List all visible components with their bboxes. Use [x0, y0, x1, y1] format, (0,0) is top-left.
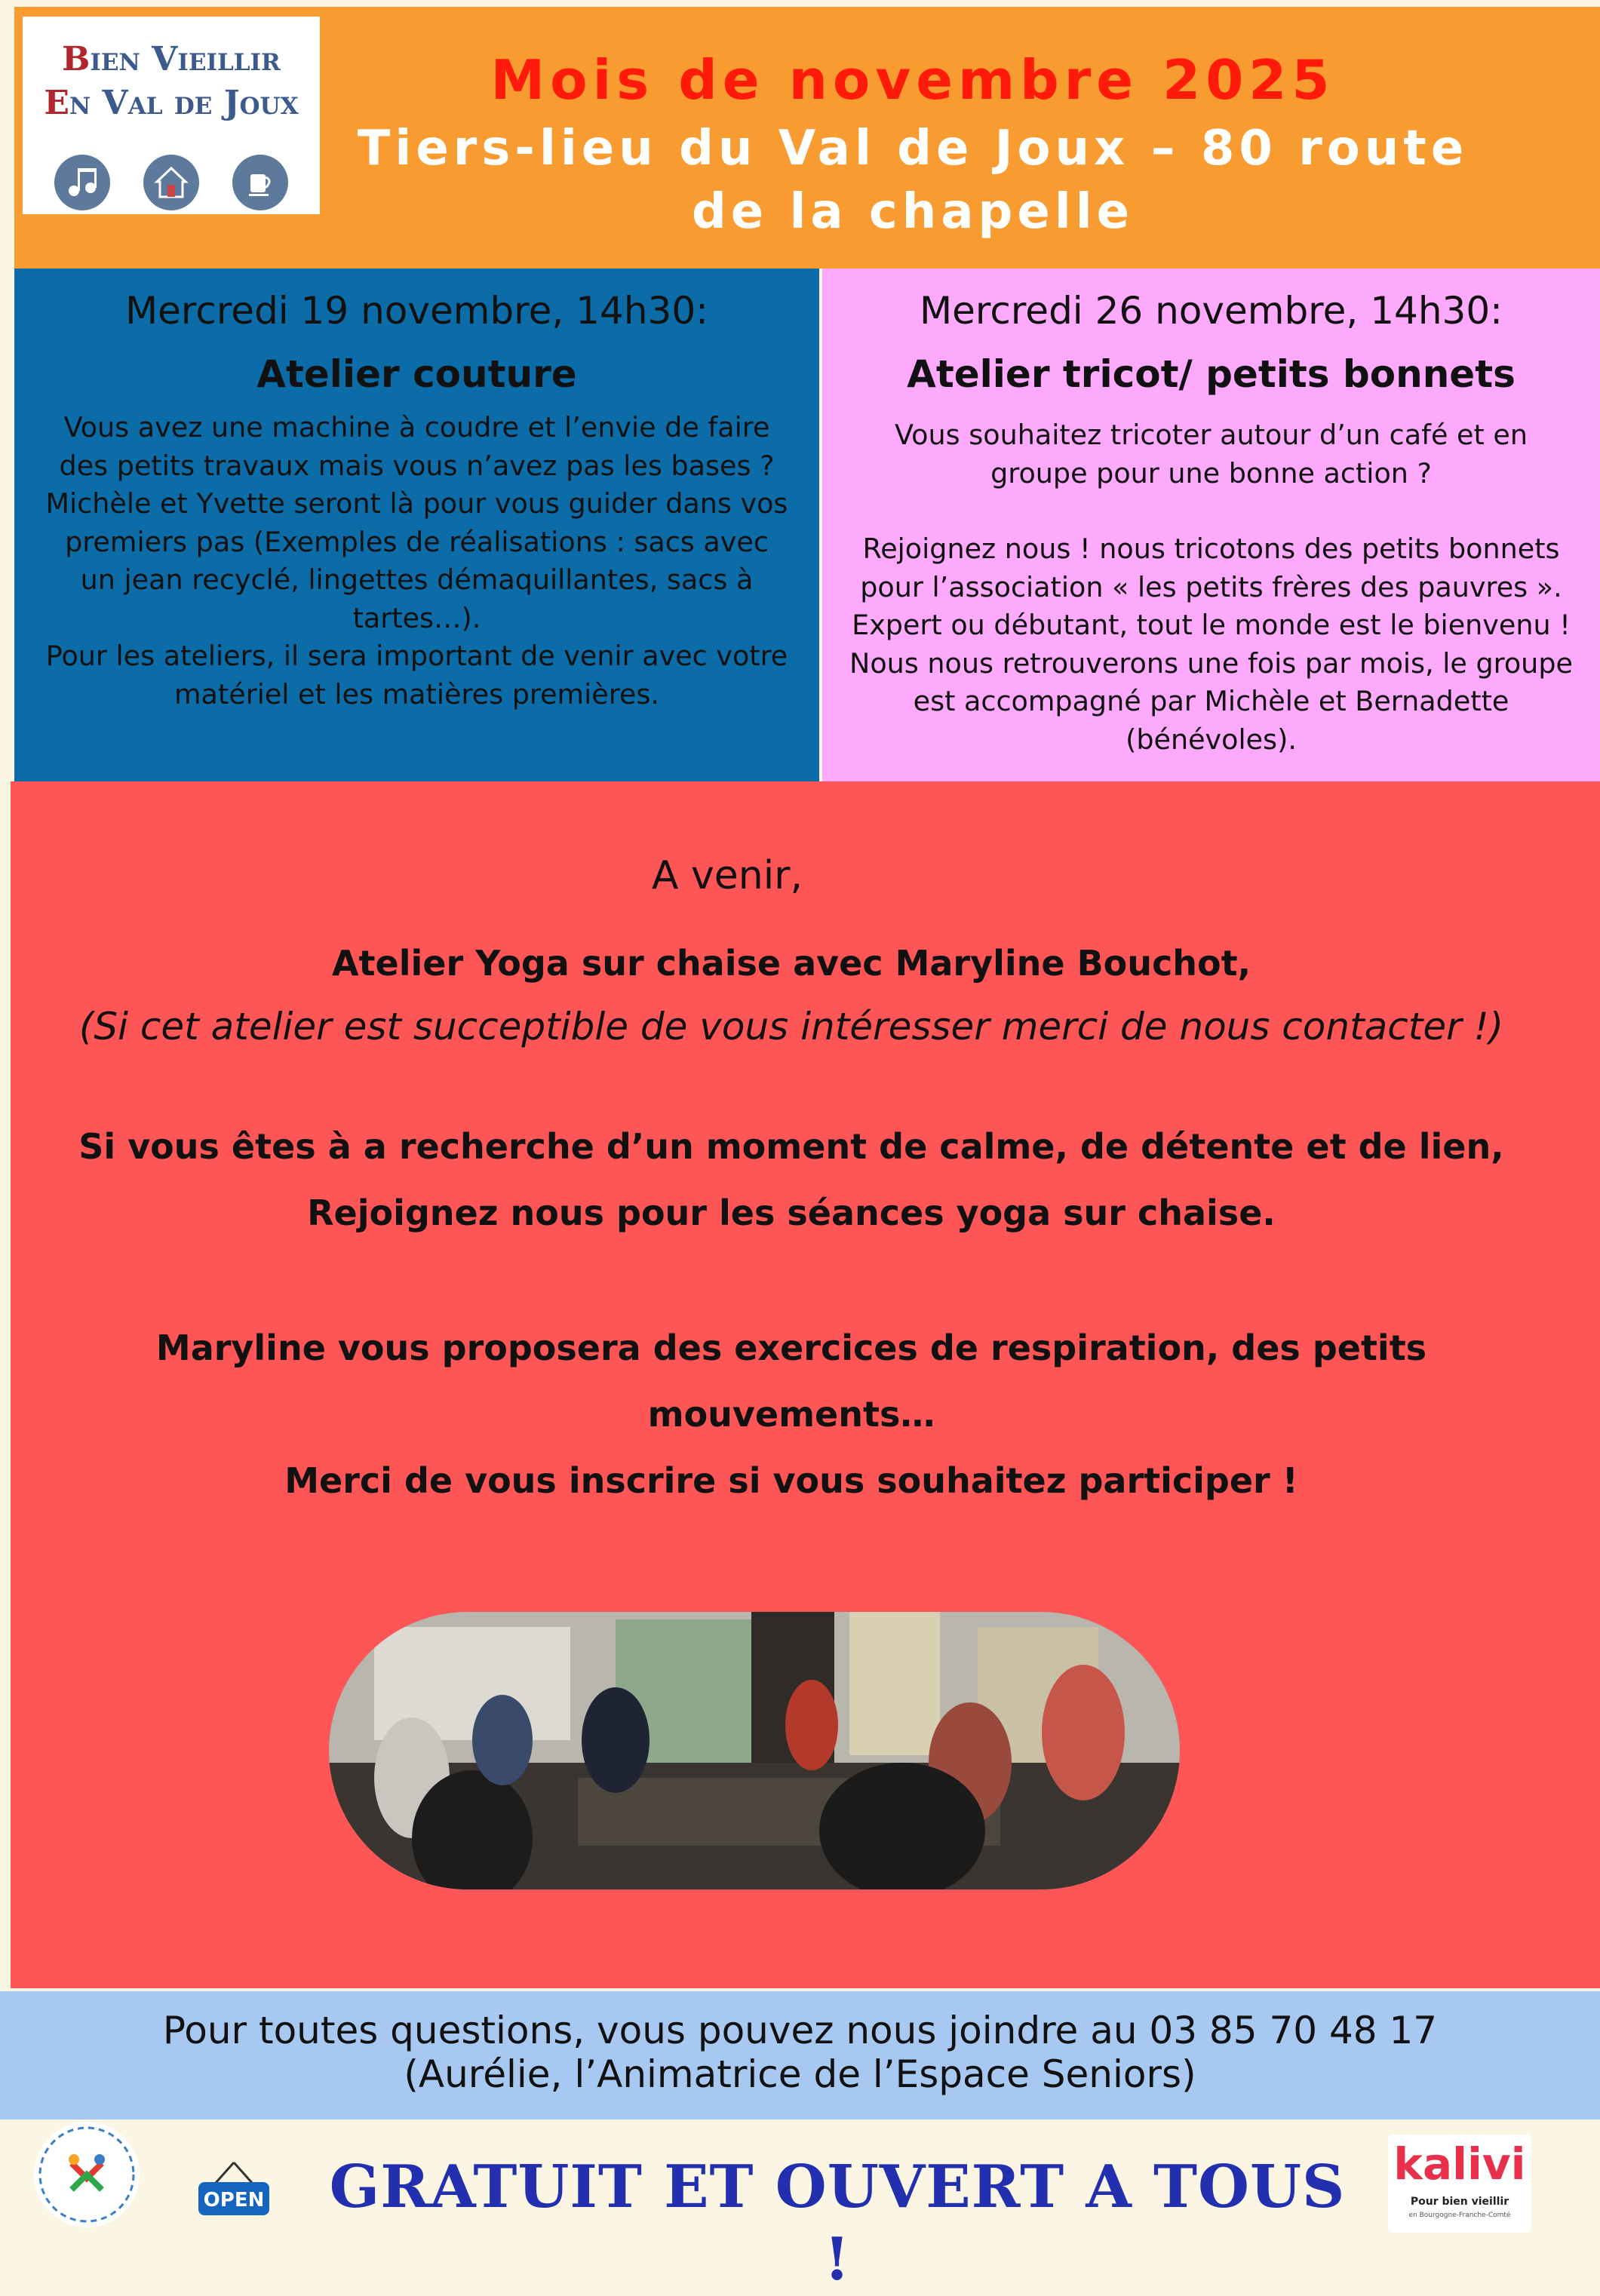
bien-vieillir-logo	[23, 17, 320, 214]
music-note-icon	[54, 155, 110, 210]
footer-tagline: GRATUIT ET OUVERT A TOUS !	[329, 2153, 1346, 2294]
contact-phone-line: Pour toutes questions, vous pouvez nous joindre au 03 85 70 48 17	[162, 2009, 1438, 2052]
upcoming-intro: A venir,	[651, 853, 803, 898]
house-icon	[143, 155, 199, 210]
kalivi-name: kalivi	[1393, 2138, 1526, 2190]
header-month: Mois de novembre 2025	[490, 48, 1335, 112]
open-sign-text: OPEN	[203, 2189, 265, 2212]
sewing-date: Mercredi 19 novembre, 14h30:	[125, 289, 708, 333]
yoga-description: Si vous êtes à a recherche d’un moment de calme, de détente et de lien, Rejoignez nous pour les séances yoga sur chaise. Maryline vous proposera des exercices de respiration, des petits mouvements… Merci de vous inscrire si vous souhaitez participer !	[78, 1126, 1504, 1501]
cup-icon	[232, 155, 288, 210]
kalivi-region: en Bourgogne-Franche-Comté	[1408, 2212, 1511, 2219]
knitting-title: Atelier tricot/ petits bonnets	[907, 352, 1516, 396]
knitting-workshop-panel	[822, 269, 1600, 781]
knitting-description: Vous souhaitez tricoter autour d’un café et en groupe pour une bonne action ? Rejoignez nous ! nous tricotons des petits bonnets pour l’association « les petits frères des pauvres ». Expert ou débutant, tout le monde est le bienvenu ! Nous nous retrouverons une fois par mois, le groupe est accompagné par Michèle et Bernadette (bénévoles).	[849, 419, 1573, 756]
contact-band	[0, 1991, 1600, 2120]
header-address: Tiers-lieu du Val de Joux – 80 route de la chapelle	[357, 121, 1469, 240]
knitting-date: Mercredi 26 novembre, 14h30:	[920, 289, 1503, 333]
sewing-workshop-panel	[14, 269, 819, 781]
kalivi-logo	[1388, 2135, 1531, 2233]
sewing-description: Vous avez une machine à coudre et l’envie de faire des petits travaux mais vous n’avez pas les bases ? Michèle et Yvette seront là pour vous guider dans vos premiers pas (Exemples de réalisations : sacs avec un jean recyclé, lingettes démaquillantes, sacs à tartes…). Pour les ateliers, il sera important de venir avec votre matériel et les matières premières.	[45, 411, 788, 711]
logo-text: Bien Vieillir En Val de Joux	[44, 40, 299, 122]
open-sign-icon	[192, 2161, 275, 2221]
logo-icons	[38, 152, 305, 213]
yoga-title: Atelier Yoga sur chaise avec Maryline Bouchot,	[331, 943, 1251, 984]
kalivi-tagline: Pour bien vieillir	[1410, 2196, 1509, 2208]
yoga-note: (Si cet atelier est succeptible de vous intéresser merci de nous contacter !)	[78, 1005, 1504, 1048]
yoga-session-photo	[329, 1612, 1180, 1889]
partner-logo	[30, 2118, 143, 2231]
sewing-title: Atelier couture	[256, 352, 577, 396]
contact-person: (Aurélie, l’Animatrice de l’Espace Seniors)	[404, 2052, 1196, 2096]
